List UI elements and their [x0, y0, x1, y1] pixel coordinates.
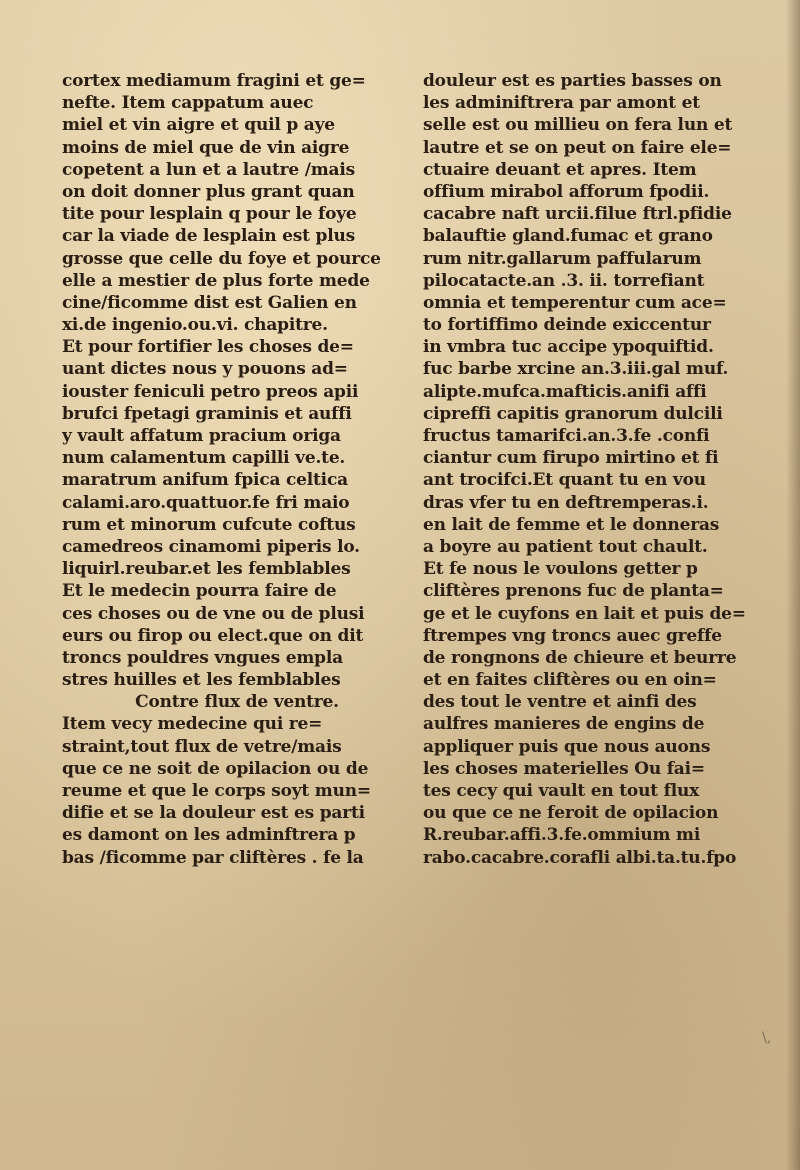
- text-line: fructus tamarifci.an.3.fe .confi: [423, 426, 710, 446]
- text-line: offium mirabol afforum fpodii.: [423, 181, 710, 202]
- margin-note: \,: [762, 1030, 772, 1046]
- text-line: les adminiftrera par amont et: [423, 93, 700, 114]
- text-line: difie et se la douleur est es parti: [62, 803, 365, 824]
- text-line: R.reubar.affi.3.fe.ommium mi: [423, 825, 701, 846]
- text-line: Contre flux de ventre.: [135, 692, 339, 713]
- text-line: cipreffi capitis granorum dulcili: [423, 403, 723, 424]
- text-line: cine/ficomme dist est Galien en: [62, 292, 357, 313]
- text-line: maratrum anifum fpica celtica: [62, 470, 348, 491]
- text-line: ftrempes vng troncs auec greffe: [423, 625, 722, 646]
- text-line: Et pour fortifier les choses de=: [62, 337, 354, 358]
- text-line: lautre et se on peut on faire ele=: [423, 137, 732, 158]
- text-line: aulfres manieres de engins de: [423, 714, 705, 735]
- text-line: cortex mediamum fragini et ge=: [62, 71, 366, 91]
- text-line: fuc barbe xrcine an.3.iii.gal muf.: [423, 359, 729, 380]
- text-line: rum et minorum cufcute coftus: [62, 514, 356, 535]
- left-text-column: [62, 70, 412, 869]
- text-line: et en faites cliftères ou en oin=: [423, 670, 717, 691]
- text-line: rabo.cacabre.corafli albi.ta.tu.fpo: [423, 847, 737, 868]
- text-line: omnia et temperentur cum ace=: [423, 292, 727, 313]
- text-line: de rongnons de chieure et beurre: [423, 647, 737, 668]
- text-line: car la viade de lesplain est plus: [62, 226, 356, 247]
- text-line: en lait de femme et le donneras: [423, 514, 720, 535]
- text-line: num calamentum capilli ve.te.: [62, 448, 346, 469]
- text-line: Et fe nous le voulons getter p: [423, 559, 698, 580]
- text-line: straint,tout flux de vetre/mais: [62, 736, 342, 757]
- text-line: tes cecy qui vault en tout flux: [423, 781, 700, 801]
- text-line: rum nitr.gallarum paffularum: [423, 248, 702, 269]
- text-line: Et le medecin pourra faire de: [62, 581, 337, 602]
- text-line: y vault affatum pracium origa: [62, 426, 341, 446]
- text-line: eurs ou firop ou elect.que on dit: [62, 625, 364, 646]
- text-line: ctuaire deuant et apres. Item: [423, 159, 697, 180]
- text-line: bas /ficomme par cliftères . fe la: [62, 847, 364, 868]
- text-line: on doit donner plus grant quan: [62, 181, 355, 202]
- right-text-column: [423, 70, 773, 869]
- text-line: appliquer puis que nous auons: [423, 736, 711, 757]
- text-line: stres huilles et les femblables: [62, 670, 341, 691]
- text-line: to fortiffimo deinde exiccentur: [423, 315, 711, 336]
- text-line: a boyre au patient tout chault.: [423, 536, 708, 557]
- text-line: douleur est es parties basses on: [423, 71, 722, 91]
- text-line: ou que ce ne feroit de opilacion: [423, 803, 719, 824]
- text-line: xi.de ingenio.ou.vi. chapitre.: [62, 315, 328, 336]
- text-line: alipte.mufca.mafticis.anifi affi: [423, 381, 707, 402]
- text-line: uant dictes nous y pouons ad=: [62, 359, 348, 380]
- text-line: camedreos cinamomi piperis lo.: [62, 536, 360, 557]
- text-line: in vmbra tuc accipe ypoquiftid.: [423, 337, 714, 358]
- text-line: tite pour lesplain q pour le foye: [62, 204, 357, 225]
- text-line: liquirl.reubar.et les femblables: [62, 559, 351, 580]
- text-line: troncs pouldres vngues empla: [62, 647, 343, 668]
- text-line: brufci fpetagi graminis et auffi: [62, 403, 352, 424]
- text-line: calami.aro.quattuor.fe fri maio: [62, 492, 350, 513]
- text-line: cacabre naft urcii.filue ftrl.pfidie: [423, 204, 732, 225]
- text-line: que ce ne soit de opilacion ou de: [62, 758, 369, 779]
- text-line: cliftères prenons fuc de planta=: [423, 581, 724, 602]
- text-line: dras vfer tu en deftremperas.i.: [423, 492, 709, 513]
- text-line: copetent a lun et a lautre /mais: [62, 159, 355, 180]
- text-line: ces choses ou de vne ou de plusi: [62, 603, 365, 624]
- text-line: selle est ou millieu on fera lun et: [423, 115, 733, 136]
- text-line: ge et le cuyfons en lait et puis de=: [423, 603, 746, 624]
- text-line: ciantur cum firupo mirtino et fi: [423, 448, 719, 469]
- text-line: des tout le ventre et ainfi des: [423, 692, 697, 713]
- text-line: moins de miel que de vin aigre: [62, 137, 350, 158]
- text-line: ant trocifci.Et quant tu en vou: [423, 470, 706, 491]
- page-edge-shadow: [786, 0, 800, 1170]
- text-line: reume et que le corps soyt mun=: [62, 781, 371, 801]
- text-line: miel et vin aigre et quil p aye: [62, 115, 335, 136]
- text-line: elle a mestier de plus forte mede: [62, 270, 370, 291]
- text-line: iouster feniculi petro preos apii: [62, 381, 359, 402]
- text-line: balauftie gland.fumac et grano: [423, 226, 713, 247]
- text-line: grosse que celle du foye et pource: [62, 248, 381, 269]
- text-line: Item vecy medecine qui re=: [62, 714, 323, 735]
- text-line: pilocatacte.an .3. ii. torrefiant: [423, 270, 705, 291]
- text-line: nefte. Item cappatum auec: [62, 93, 314, 114]
- text-line: es damont on les adminftrera p: [62, 825, 356, 846]
- text-line: les choses materielles Ou fai=: [423, 758, 705, 779]
